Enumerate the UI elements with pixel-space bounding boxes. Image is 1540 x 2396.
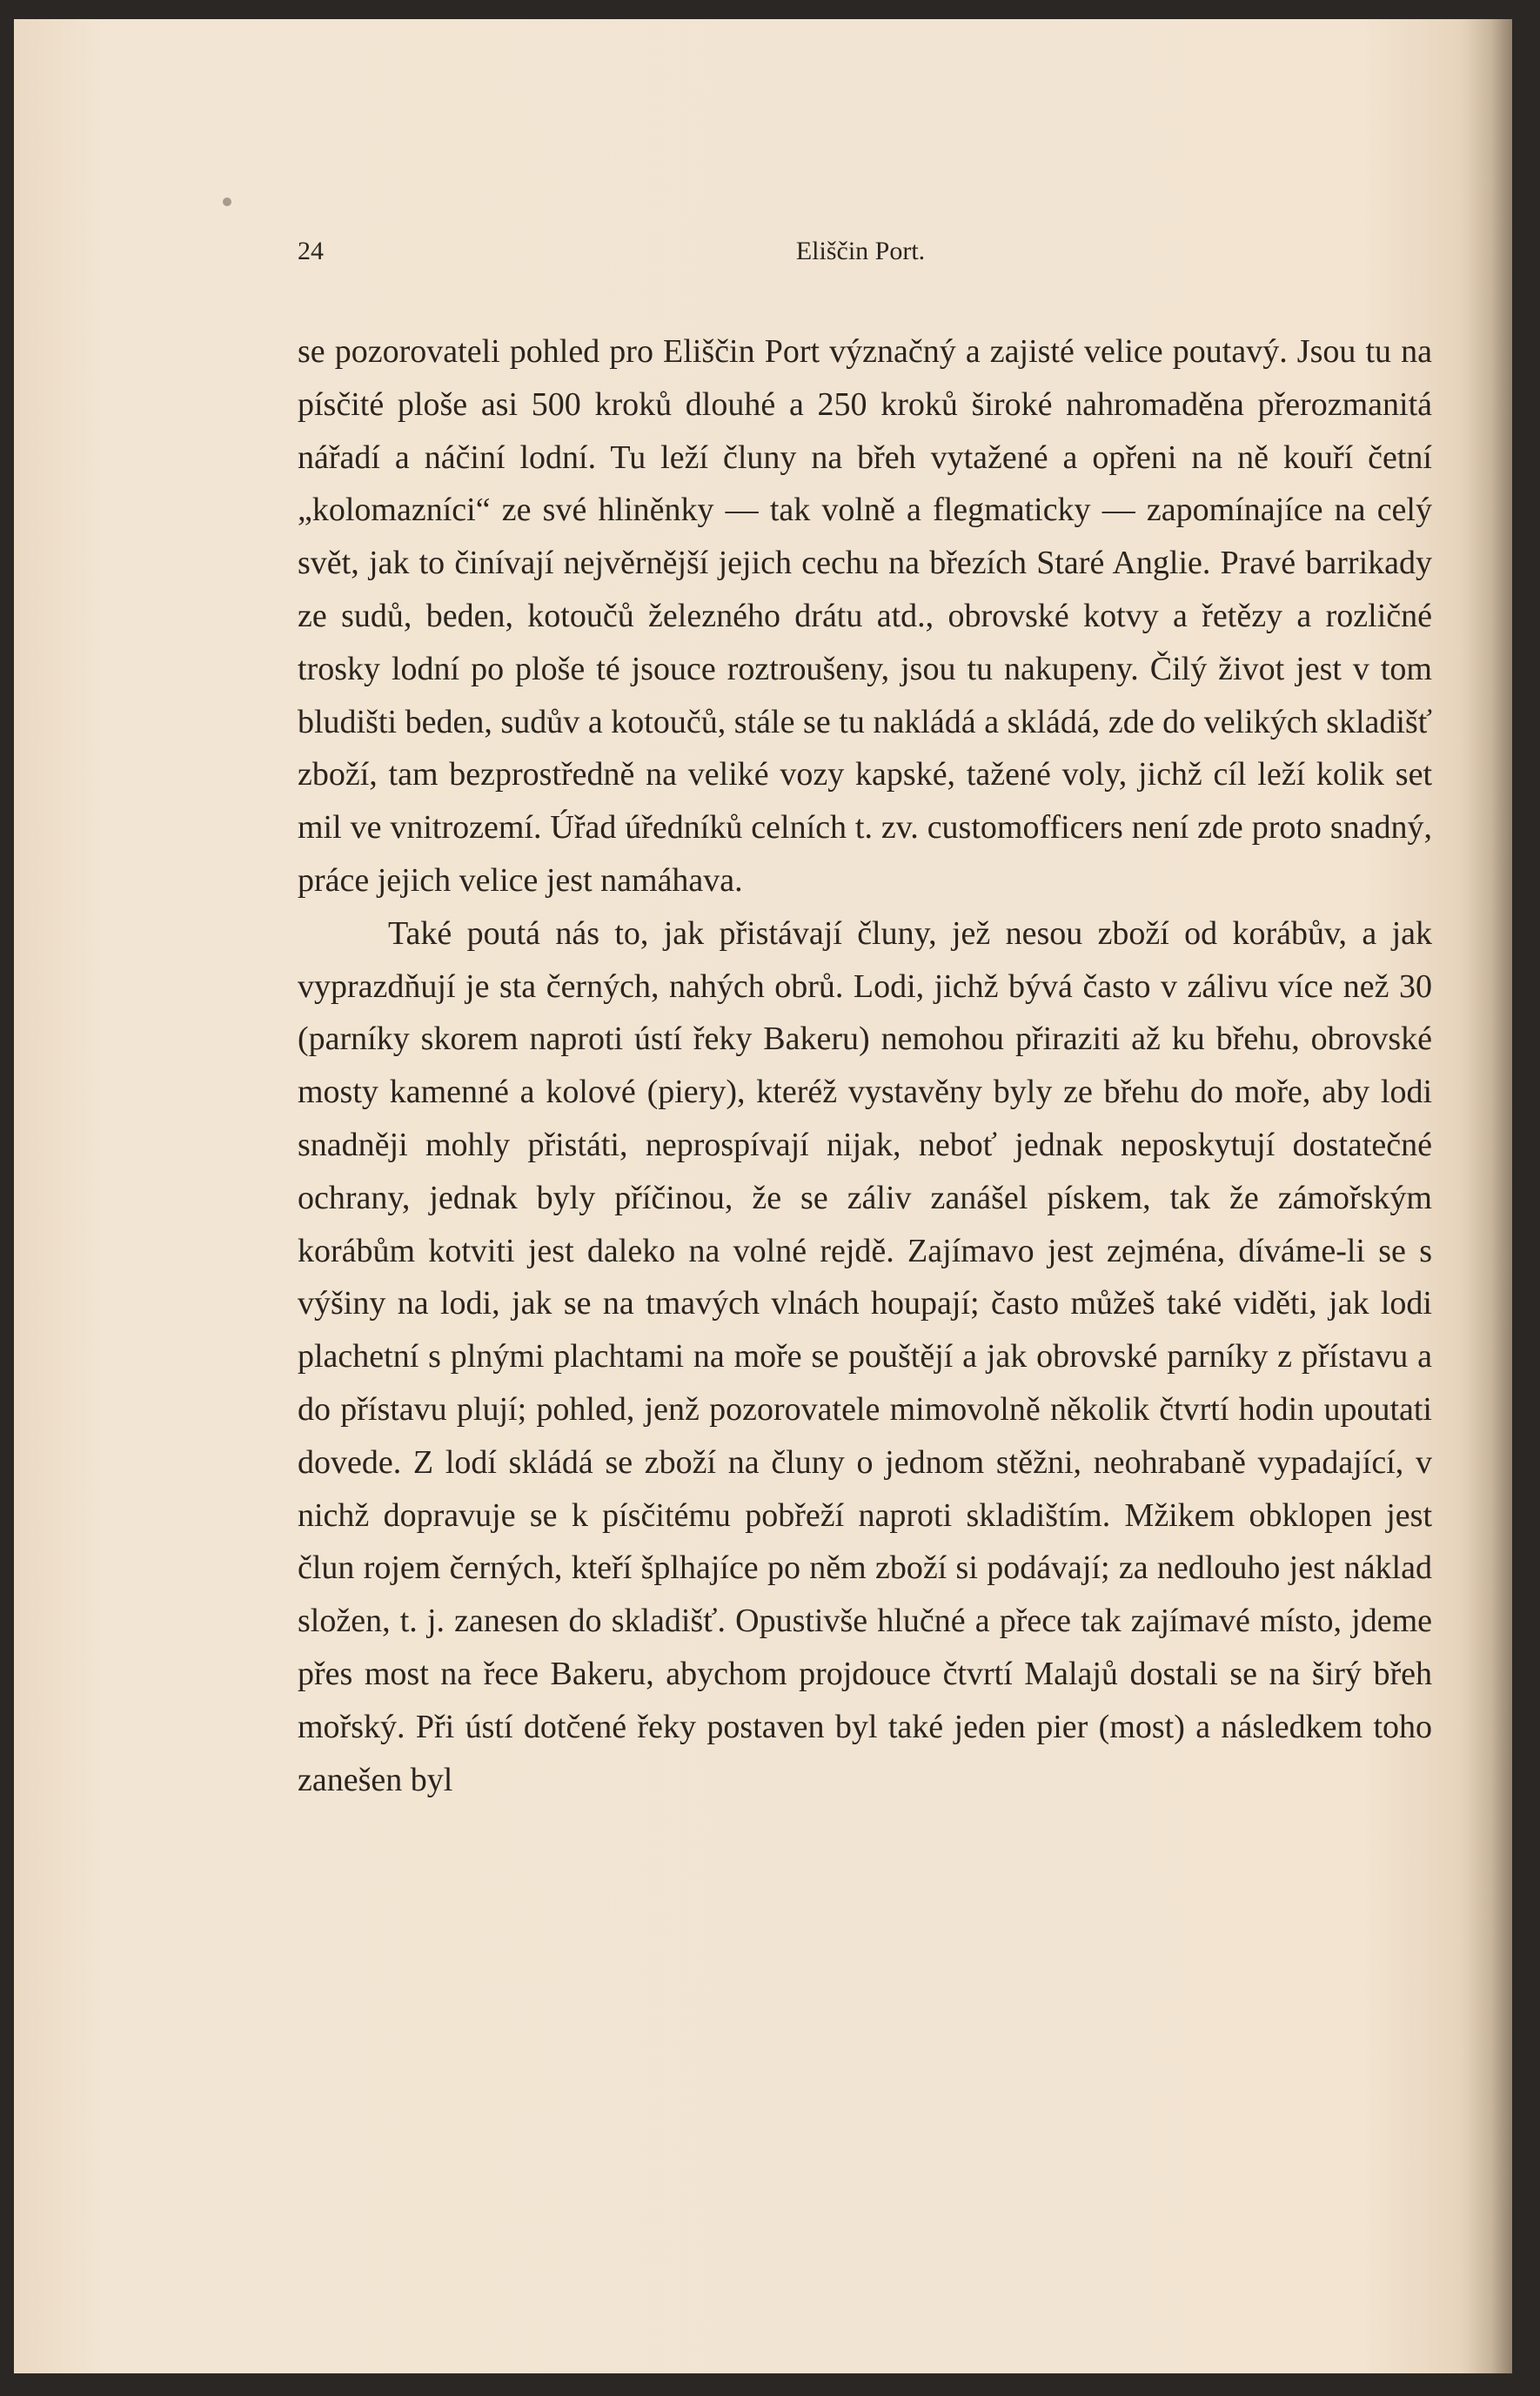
page-header bbox=[284, 237, 1437, 278]
running-title: Eliščin Port. bbox=[795, 237, 926, 265]
paragraph-2: Také poutá nás to, jak přistávají čluny, jež nesou zboží od korábův, a jak vyprazdňují je sta černých, nahých obrů. Lodi, jichž bývá často v zálivu více než 30 (parníky skorem naproti ústí řeky Bakeru) nemohou přiraziti až ku břehu, obrovské mosty kamenné a kolové (piery), kteréž vystavěny byly ze břehu do moře, aby lodi snadněji mohly přistáti, neprospívají nijak, neboť jednak neposkytují dostatečné ochrany, jednak byly příčinou, že se záliv zanášel pískem, tak že zámořským korábům kotviti jest daleko na volné rejdě. Zajímavo jest zejména, díváme-li se s výšiny na lodi, jak se na tmavých vlnách houpají; často můžeš také viděti, jak lodi plachetní s plnými plachtami na moře se pouštějí a jak obrovské parníky z přístavu a do přístavu plují; pohled, jenž pozorovatele mimovolně několik čtvrtí hodin upoutati dovede. Z lodí skládá se zboží na čluny o jednom stěžni, neohrabaně vypadající, v nichž dopravuje se k písčitému pobřeží naproti skladištím. Mžikem obklopen jest člun rojem černých, kteří šplhajíce po něm zboží si podávají; za nedlouho jest náklad složen, t. j. zanesen do skladišť. Opustivše hlučné a přece tak zajímavé místo, jdeme přes most na řece Bakeru, abychom projdouce čtvrtí Malajů dostali se na širý břeh mořský. Při ústí dotčené řeky postaven byl také jeden pier (most) a následkem toho zanešen byl bbox=[298, 914, 1432, 1798]
body-text bbox=[298, 325, 1432, 1806]
paper-speck bbox=[223, 197, 231, 206]
paragraph-1: se pozorovateli pohled pro Eliščin Port význačný a zajisté velice poutavý. Jsou tu na písčité ploše asi 500 kroků dlouhé a 250 kroků široké nahromaděna přerozmanitá nářadí a náčiní lodní. Tu leží čluny na břeh vytažené a opřeni na ně kouří četní „kolomazníci“ ze své hliněnky — tak volně a flegmaticky — zapomínajíce na celý svět, jak to činívají nejvěrnější jejich cechu na březích Staré Anglie. Pravé barrikady ze sudů, beden, kotoučů železného drátu atd., obrovské kotvy a řetězy a rozličné trosky lodní po ploše té jsouce roztroušeny, jsou tu nakupeny. Čilý život jest v tom bludišti beden, sudův a kotoučů, stále se tu nakládá a skládá, zde do velikých skladišť zboží, tam bezprostředně na veliké vozy kapské, tažené voly, jichž cíl leží kolik set mil ve vnitrozemí. Úřad úředníků celních t. zv. customofficers není zde proto snadný, práce jejich velice jest namáhava. bbox=[298, 333, 1432, 899]
page-number: 24 bbox=[298, 237, 324, 265]
page-edge-shadow bbox=[1460, 19, 1512, 2373]
